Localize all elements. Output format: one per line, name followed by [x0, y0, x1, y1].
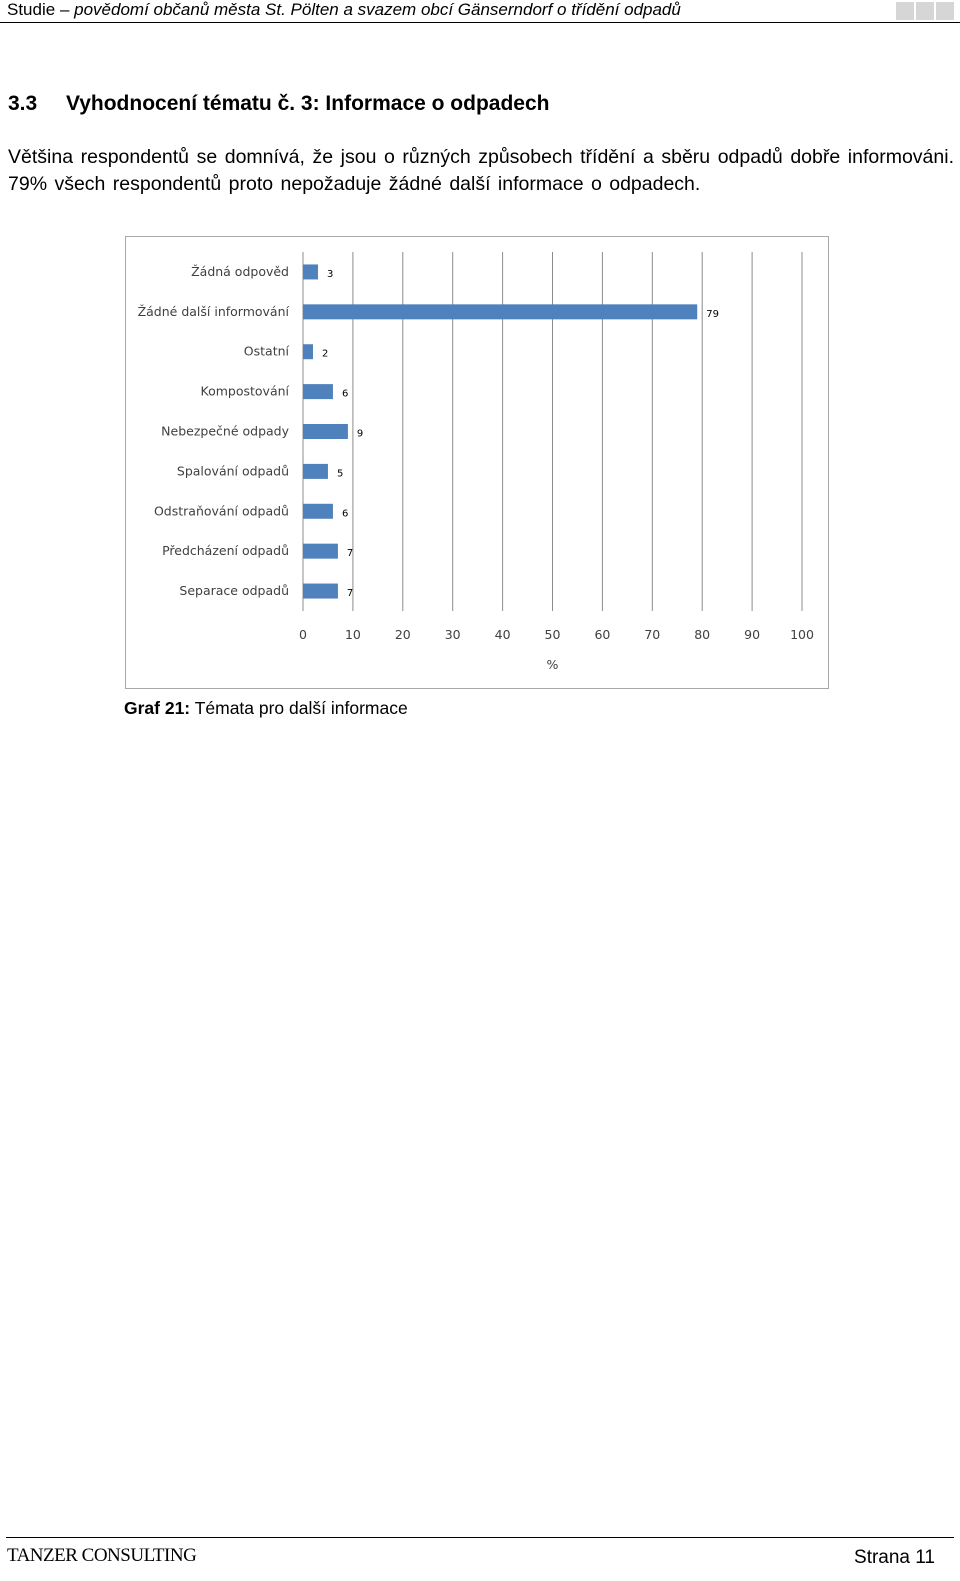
header-decoration [896, 2, 954, 20]
x-tick-label: 20 [394, 627, 411, 642]
x-tick-label: 10 [344, 627, 361, 642]
bar [303, 464, 328, 479]
data-label: 3 [326, 268, 334, 280]
bar [303, 264, 318, 279]
section-title: Vyhodnocení tématu č. 3: Informace o odpadech [66, 92, 550, 115]
header-block [896, 2, 914, 20]
x-axis-title: % [546, 657, 559, 672]
category-label: Separace odpadů [179, 583, 289, 599]
category-label: Žádné další informování [137, 303, 289, 319]
category-label: Ostatní [243, 343, 289, 359]
data-label: 5 [336, 468, 344, 480]
data-label: 2 [321, 348, 329, 360]
section-number: 3.3 [8, 92, 38, 115]
category-label: Žádná odpověd [191, 263, 289, 279]
body-paragraph: Většina respondentů se domnívá, že jsou o různých způsobech třídění a sběru odpadů dobře informováni. 79% všech respondentů proto nepožaduje žádné další informace o odpadech. [8, 146, 954, 195]
x-tick-label: 50 [544, 627, 561, 642]
x-tick-label: 70 [644, 627, 661, 642]
caption-text: Témata pro další informace [194, 698, 408, 718]
bar [303, 424, 348, 439]
figure-caption [124, 698, 408, 719]
data-label: 6 [341, 508, 349, 520]
header-study-label: Studie [7, 0, 56, 19]
x-tick-label: 30 [444, 627, 461, 642]
bar [303, 544, 338, 559]
data-label: 79 [706, 308, 719, 320]
bar-chart [125, 236, 829, 689]
x-tick-label: 0 [299, 627, 307, 642]
category-label: Nebezpečné odpady [161, 423, 289, 439]
bar [303, 344, 313, 359]
category-label: Kompostování [200, 383, 289, 399]
caption-label: Graf 21: [124, 698, 191, 718]
chart-canvas [126, 237, 828, 688]
data-label: 6 [341, 388, 349, 400]
bar [303, 384, 333, 399]
header-block [936, 2, 954, 20]
x-tick-label: 60 [594, 627, 611, 642]
x-tick-label: 90 [744, 627, 761, 642]
category-label: Odstraňování odpadů [153, 503, 289, 519]
bar [303, 504, 333, 519]
data-label: 9 [356, 428, 364, 440]
header-block [916, 2, 934, 20]
page-header [0, 0, 960, 23]
x-tick-label: 100 [790, 627, 814, 642]
category-label: Spalování odpadů [176, 463, 289, 479]
footer-company: TANZER CONSULTING [7, 1545, 197, 1566]
x-tick-label: 40 [494, 627, 511, 642]
header-title [7, 0, 681, 20]
category-label: Předcházení odpadů [162, 543, 289, 559]
data-label: 7 [346, 548, 354, 560]
bar [303, 304, 697, 319]
footer-divider [6, 1537, 954, 1538]
header-dash: – [59, 0, 70, 19]
section-heading [8, 92, 549, 116]
footer-page-number: Strana 11 [854, 1547, 935, 1568]
header-subtitle: povědomí občanů města St. Pölten a svazem obcí Gänserndorf o třídění odpadů [74, 0, 681, 19]
x-tick-label: 80 [694, 627, 711, 642]
bar [303, 584, 338, 599]
data-label: 7 [346, 588, 354, 600]
